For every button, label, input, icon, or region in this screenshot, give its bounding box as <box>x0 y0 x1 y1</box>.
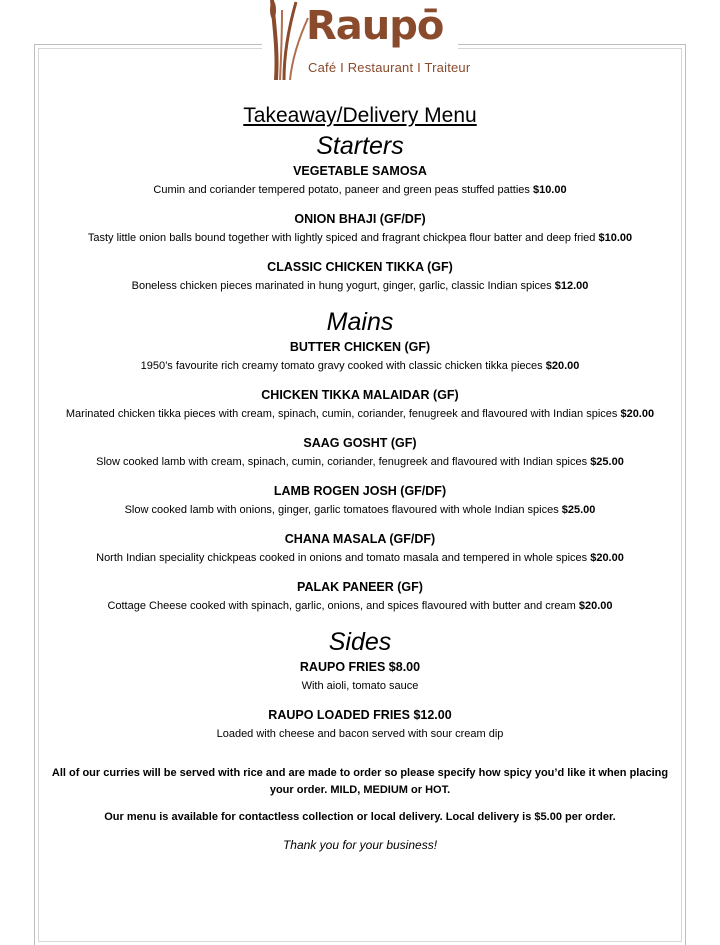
curry-note: All of our curries will be served with rice and are made to order so please specify how spicy you’d like it when placing your order. MILD, MEDIUM or HOT. <box>51 767 669 796</box>
item-description: Cottage Cheese cooked with spinach, garlic, onions, and spices flavoured with butter and cream $20.00 <box>107 600 613 612</box>
item-name: BUTTER CHICKEN (GF) <box>289 340 431 354</box>
brand-tagline: Café I Restaurant I Traiteur <box>308 60 471 75</box>
section-title: Mains <box>326 308 394 336</box>
section-title: Sides <box>328 628 392 656</box>
item-name: PALAK PANEER (GF) <box>297 580 423 594</box>
item-name: LAMB ROGEN JOSH (GF/DF) <box>273 484 447 498</box>
section-starters <box>50 130 670 295</box>
menu-item <box>50 162 670 199</box>
menu-item <box>50 434 670 471</box>
menu-item <box>50 482 670 519</box>
item-name: SAAG GOSHT (GF) <box>303 436 417 450</box>
item-price: $10.00 <box>598 232 633 244</box>
item-price: $20.00 <box>620 408 655 420</box>
section-sides <box>50 626 670 743</box>
raupo-reed-icon <box>266 0 310 80</box>
menu-item <box>50 530 670 567</box>
menu-item <box>50 578 670 615</box>
item-name: VEGETABLE SAMOSA <box>293 164 427 178</box>
item-description: Slow cooked lamb with onions, ginger, garlic tomatoes flavoured with whole Indian spices $25.00 <box>124 504 596 516</box>
item-price: $25.00 <box>590 456 624 468</box>
item-price: $10.00 <box>532 184 567 196</box>
item-price: $20.00 <box>590 552 624 564</box>
menu-item <box>50 386 670 423</box>
menu-notes <box>50 765 670 854</box>
item-name: RAUPO FRIES $8.00 <box>299 660 421 674</box>
brand-name: Raupō <box>306 3 444 49</box>
item-description: Loaded with cheese and bacon served with sour cream dip <box>216 728 504 740</box>
menu-item <box>50 258 670 295</box>
item-description: Cumin and coriander tempered potato, paneer and green peas stuffed patties $10.00 <box>153 184 567 196</box>
menu-item <box>50 210 670 247</box>
item-description: Marinated chicken tikka pieces with cream, spinach, cumin, coriander, fenugreek and flavoured with Indian spices $20.00 <box>65 408 655 420</box>
section-mains <box>50 306 670 615</box>
item-price: $25.00 <box>561 504 596 516</box>
item-price: $20.00 <box>578 600 613 612</box>
item-description: With aioli, tomato sauce <box>301 680 419 692</box>
item-price: $12.00 <box>554 280 589 292</box>
item-description: North Indian speciality chickpeas cooked in onions and tomato masala and tempered in whole spices $20.00 <box>96 552 624 564</box>
item-price: $20.00 <box>545 360 580 372</box>
item-name: CHANA MASALA (GF/DF) <box>284 532 436 546</box>
item-name: RAUPO LOADED FRIES $12.00 <box>268 708 452 722</box>
menu-content <box>50 100 670 854</box>
item-name: ONION BHAJI (GF/DF) <box>294 212 426 226</box>
item-name: CHICKEN TIKKA MALAIDAR (GF) <box>261 388 459 402</box>
menu-item <box>50 706 670 743</box>
item-description: Boneless chicken pieces marinated in hung yogurt, ginger, garlic, classic Indian spices $12.00 <box>131 280 589 292</box>
item-description: Slow cooked lamb with cream, spinach, cumin, coriander, fenugreek and flavoured with Indian spices $25.00 <box>96 456 624 468</box>
delivery-note: Our menu is available for contactless collection or local delivery. Local delivery is $5.00 per order. <box>104 811 616 823</box>
thank-you-text: Thank you for your business! <box>282 838 438 852</box>
item-description: Tasty little onion balls bound together with lightly spiced and fragrant chickpea flour batter and deep fried $10.00 <box>87 232 633 244</box>
item-name: CLASSIC CHICKEN TIKKA (GF) <box>267 260 453 274</box>
section-title: Starters <box>316 132 404 160</box>
menu-item <box>50 338 670 375</box>
menu-item <box>50 658 670 695</box>
menu-title: Takeaway/Delivery Menu <box>243 104 477 127</box>
item-description: 1950’s favourite rich creamy tomato gravy cooked with classic chicken tikka pieces $20.00 <box>140 360 580 372</box>
